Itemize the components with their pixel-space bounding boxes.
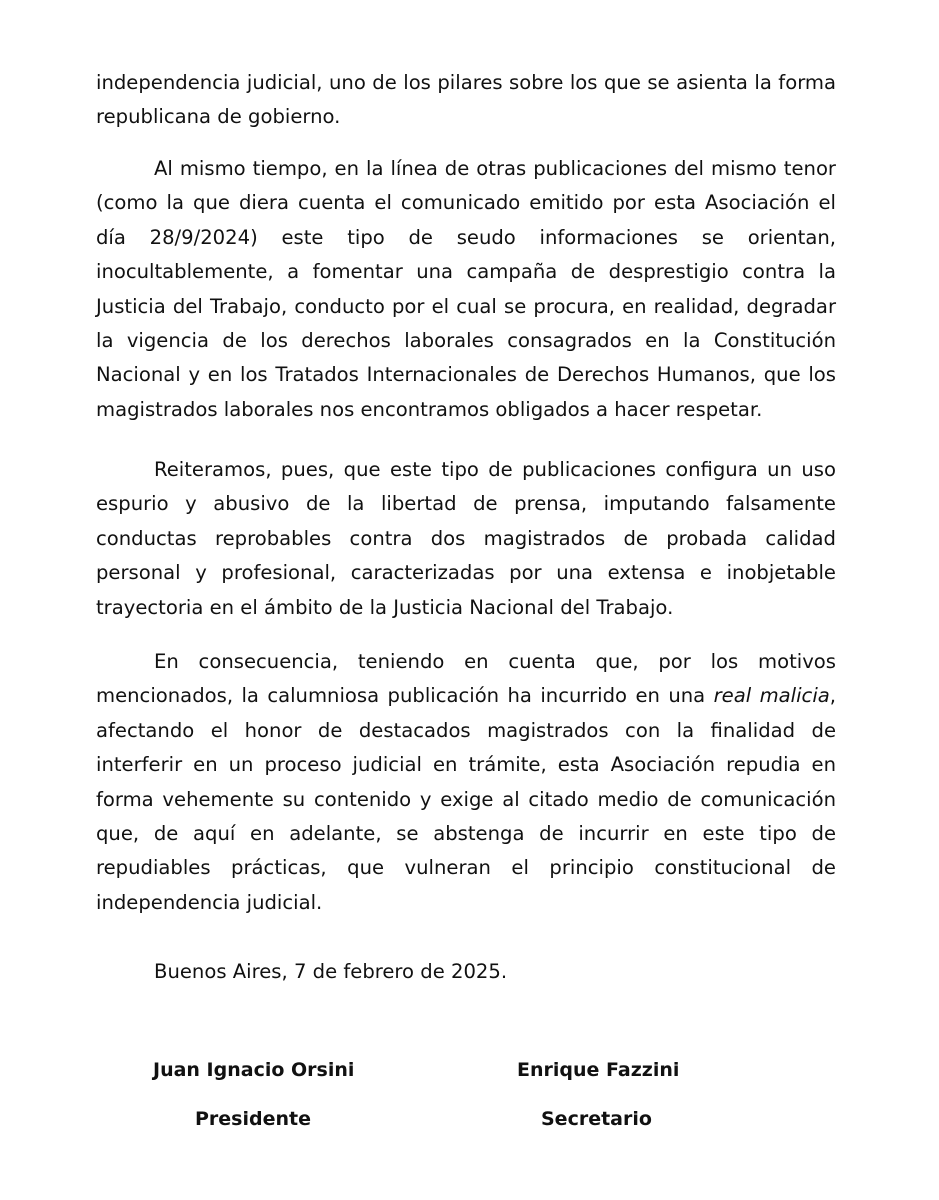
real-malicia-emphasis: real malicia	[713, 684, 830, 708]
signatory-role-secretary: Secretario	[541, 1108, 652, 1130]
consequence-text-end: , afectando el honor de destacados magistrados con la finalidad de interferir en un proceso judicial en trámite, esta Asociación repudia en forma vehemente su contenido y exige al citado medio de comunicación que, de aquí en adelante, se abstenga de incurrir en este tipo de repudiables prácticas, que vulneran el principio constitucional de independencia judicial.	[96, 684, 837, 914]
paragraph-campaign: Al mismo tiempo, en la línea de otras publicaciones del mismo tenor (como la que diera cuenta el comunicado emitido por esta Asociación el día 28/9/2024) este tipo de seudo informaciones se orientan, inocultablemente, a fomentar una campaña de desprestigio contra la Justicia del Trabajo, conducto por el cual se procura, en realidad, degradar la vigencia de los derechos laborales consagrados en la Constitución Nacional y en los Tratados Internacionales de Derechos Humanos, que los magistrados laborales nos encontramos obligados a hacer respetar.	[96, 157, 836, 421]
signatory-name-president: Juan Ignacio Orsini	[153, 1059, 355, 1081]
signatory-role-president: Presidente	[195, 1108, 311, 1130]
paragraph-continued: independencia judicial, uno de los pilares sobre los que se asienta la forma republicana de gobierno.	[96, 71, 836, 129]
signatory-name-secretary: Enrique Fazzini	[517, 1059, 680, 1081]
date-line: Buenos Aires, 7 de febrero de 2025.	[154, 960, 508, 983]
consequence-text-start: En consecuencia, teniendo en cuenta que, por los motivos mencionados, la calumniosa publicación ha incurrido en una	[96, 650, 836, 708]
paragraph-reiterate: Reiteramos, pues, que este tipo de publicaciones configura un uso espurio y abusivo de la libertad de prensa, imputando falsamente conductas reprobables contra dos magistrados de probada calidad personal y profesional, caracterizadas por una extensa e inobjetable trayectoria en el ámbito de la Justicia Nacional del Trabajo.	[96, 458, 836, 619]
paragraph-consequence	[96, 645, 836, 920]
